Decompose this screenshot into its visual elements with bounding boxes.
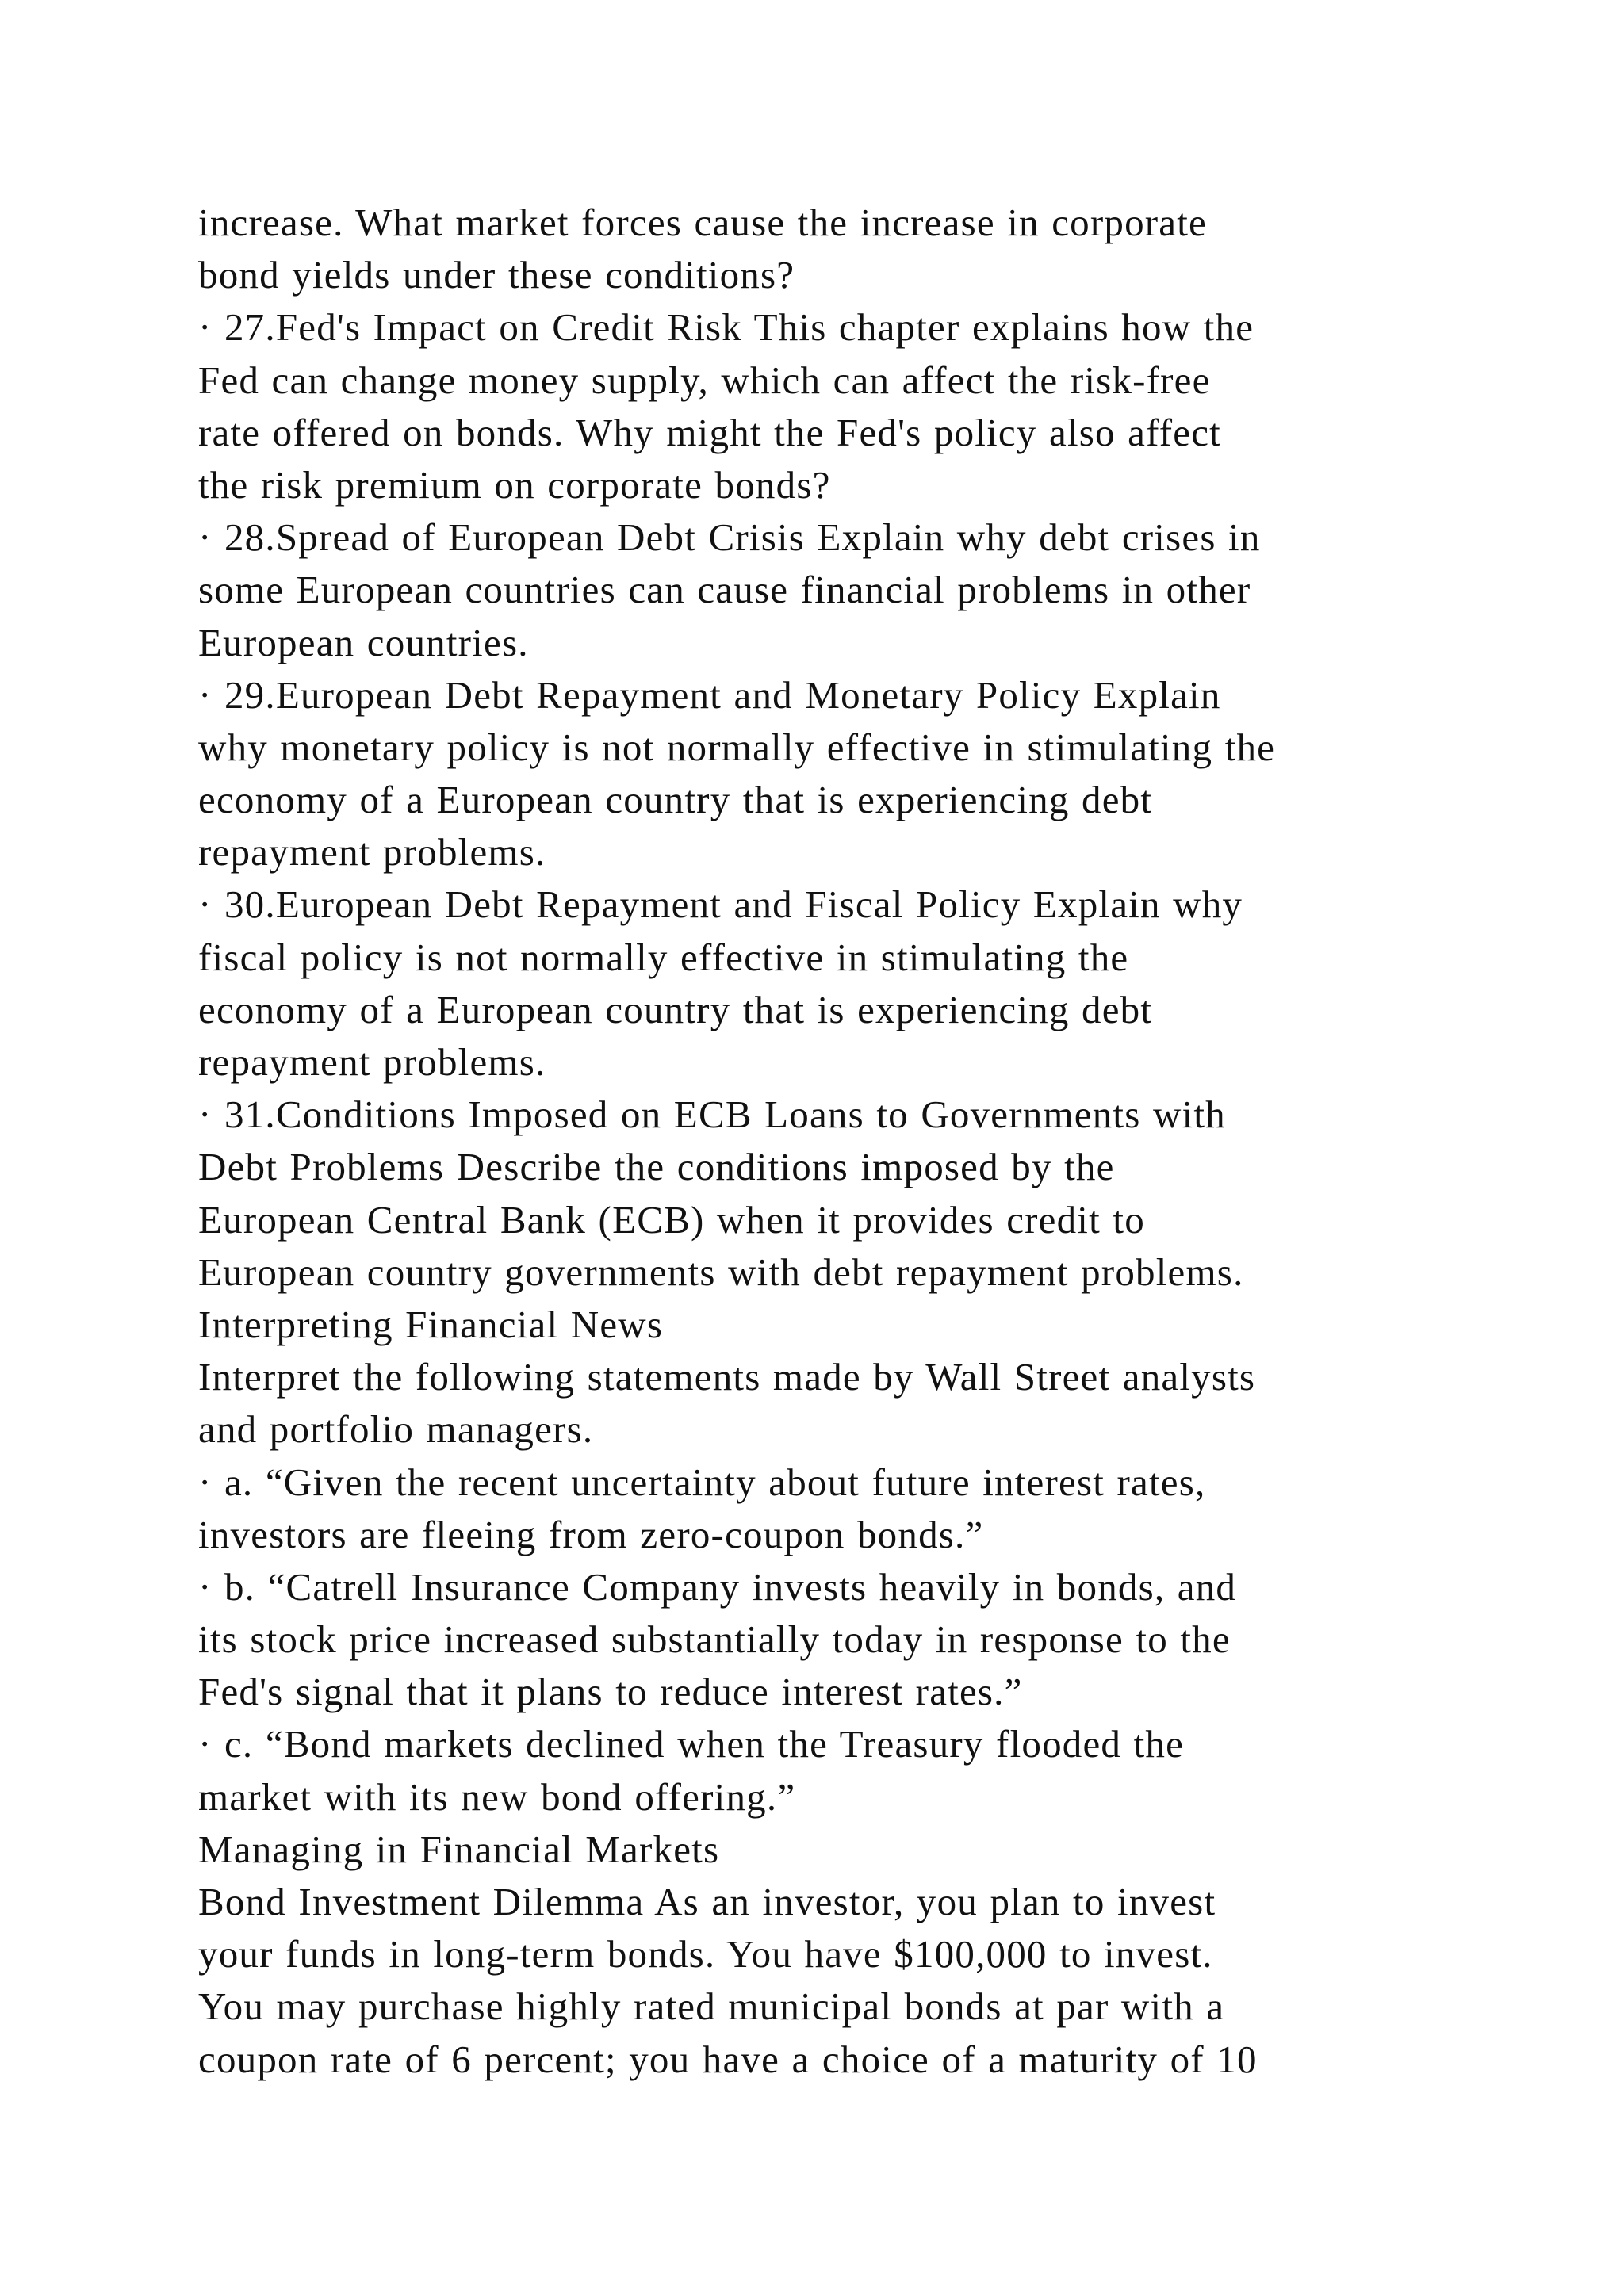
section-heading-managing-in-financial-markets: Managing in Financial Markets bbox=[198, 1827, 720, 1871]
text-line: rate offered on bonds. Why might the Fed's policy also affect bbox=[198, 410, 1221, 454]
text-line: European country governments with debt repayment problems. bbox=[198, 1249, 1244, 1294]
text-line: market with its new bond offering.” bbox=[198, 1774, 796, 1819]
text-line: You may purchase highly rated municipal bonds at par with a bbox=[198, 1984, 1225, 2029]
text-line: Debt Problems Describe the conditions imposed by the bbox=[198, 1145, 1115, 1189]
question-31-line: · 31.Conditions Imposed on ECB Loans to Governments with bbox=[198, 1093, 1226, 1137]
statement-b-line: · b. “Catrell Insurance Company invests heavily in bonds, and bbox=[198, 1564, 1237, 1609]
text-line: bond yields under these conditions? bbox=[198, 253, 795, 297]
text-line: economy of a European country that is experiencing debt bbox=[198, 778, 1153, 822]
text-line: the risk premium on corporate bonds? bbox=[198, 462, 831, 507]
question-27-line: · 27.Fed's Impact on Credit Risk This chapter explains how the bbox=[198, 305, 1254, 350]
section-heading-interpreting-financial-news: Interpreting Financial News bbox=[198, 1302, 664, 1346]
text-line: coupon rate of 6 percent; you have a choice of a maturity of 10 bbox=[198, 2037, 1258, 2081]
text-line: repayment problems. bbox=[198, 830, 546, 874]
text-line: European Central Bank (ECB) when it provides credit to bbox=[198, 1197, 1145, 1242]
text-line: fiscal policy is not normally effective in stimulating the bbox=[198, 935, 1129, 979]
text-line: your funds in long-term bonds. You have $100,000 to invest. bbox=[198, 1932, 1213, 1976]
text-line: increase. What market forces cause the increase in corporate bbox=[198, 201, 1207, 244]
text-line: repayment problems. bbox=[198, 1040, 546, 1084]
document-page bbox=[198, 197, 1546, 2086]
text-line: investors are fleeing from zero-coupon bonds.” bbox=[198, 1512, 984, 1556]
text-line: and portfolio managers. bbox=[198, 1407, 594, 1452]
text-line: European countries. bbox=[198, 620, 529, 664]
text-line: why monetary policy is not normally effective in stimulating the bbox=[198, 725, 1276, 769]
statement-c-line: · c. “Bond markets declined when the Treasury flooded the bbox=[198, 1722, 1185, 1766]
text-line: Fed's signal that it plans to reduce interest rates.” bbox=[198, 1670, 1023, 1714]
text-line: its stock price increased substantially today in response to the bbox=[198, 1617, 1231, 1662]
question-30-line: · 30.European Debt Repayment and Fiscal Policy Explain why bbox=[198, 882, 1243, 927]
question-28-line: · 28.Spread of European Debt Crisis Explain why debt crises in bbox=[198, 515, 1261, 560]
text-line: economy of a European country that is experiencing debt bbox=[198, 987, 1153, 1031]
text-line: some European countries can cause financial problems in other bbox=[198, 568, 1251, 612]
question-29-line: · 29.European Debt Repayment and Monetary Policy Explain bbox=[198, 672, 1221, 717]
statement-a-line: · a. “Given the recent uncertainty about future interest rates, bbox=[198, 1460, 1206, 1504]
text-line: Fed can change money supply, which can affect the risk-free bbox=[198, 358, 1211, 402]
text-line: Interpret the following statements made by Wall Street analysts bbox=[198, 1355, 1256, 1399]
text-line: Bond Investment Dilemma As an investor, you plan to invest bbox=[198, 1880, 1216, 1923]
